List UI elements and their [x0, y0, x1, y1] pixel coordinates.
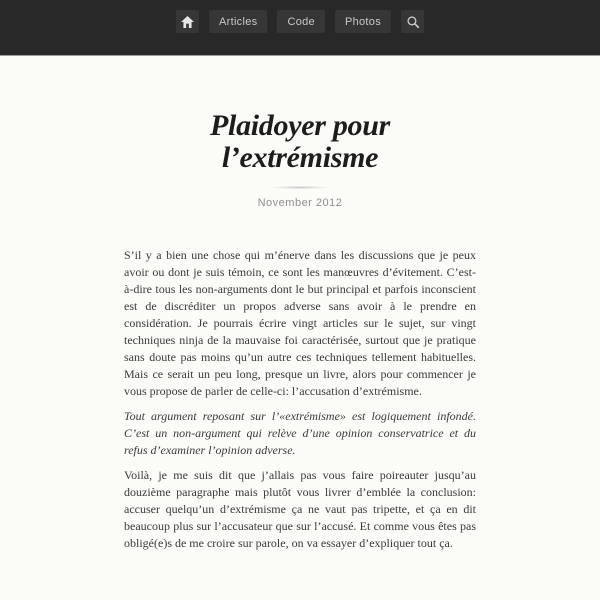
- post-date: November 2012: [257, 197, 343, 209]
- body-paragraph-3: Voilà, je me suis dit que j’allais pas vous faire poireauter jusqu’au douzième paragraphe mais plutôt vous livrer d’emblée la conclusion: accuser quelqu’un d’extrémisme ça ne vaut pas tripette, et ça en dit beaucoup plus sur l’accusateur que sur l’accusé. Et comme vous êtes pas obligé(e)s de me croire sur parole, on va essayer d’expliquer tout ça.: [124, 468, 476, 550]
- top-navigation: [0, 0, 600, 56]
- title-divider: [271, 186, 329, 189]
- nav-item-articles[interactable]: Articles: [209, 10, 267, 33]
- body-paragraph-1: S’il y a bien une chose qui m’énerve dans les discussions que je peux avoir ou dont je suis témoin, ce sont les manœuvres d’évitement. C’est-à-dire tous les non-arguments dont le but principal et parfois inconscient est de discréditer un propos adverse sans avoir à le prendre en considération. Je pourrais écrire vingt articles sur le sujet, sur vingt techniques ninja de la mauvaise foi caractérisée, surtout que je pratique sans doute pas moins qu’un autre ces techniques tellement habituelles. Mais ce serait un peu long, presque un livre, alors pour commencer je vous propose de parler de celle-ci: l’accusation d’extrémisme.: [124, 248, 476, 398]
- nav-items: [0, 0, 600, 33]
- article-page: [0, 56, 600, 552]
- home-button[interactable]: [176, 10, 199, 33]
- home-icon: [181, 16, 194, 28]
- search-button[interactable]: [401, 10, 424, 33]
- page-title: Plaidoyer pour l’extrémisme: [210, 109, 390, 174]
- search-icon: [406, 15, 420, 29]
- body-paragraph-2-emphasis: Tout argument reposant sur l’«extrémisme» est logiquement infondé. C’est un non-argument qui relève d’une opinion conservatrice et du refus d’examiner l’opinion adverse.: [124, 409, 476, 457]
- nav-item-photos[interactable]: Photos: [335, 10, 391, 33]
- nav-item-code[interactable]: Code: [277, 10, 325, 33]
- article-body: [124, 247, 476, 552]
